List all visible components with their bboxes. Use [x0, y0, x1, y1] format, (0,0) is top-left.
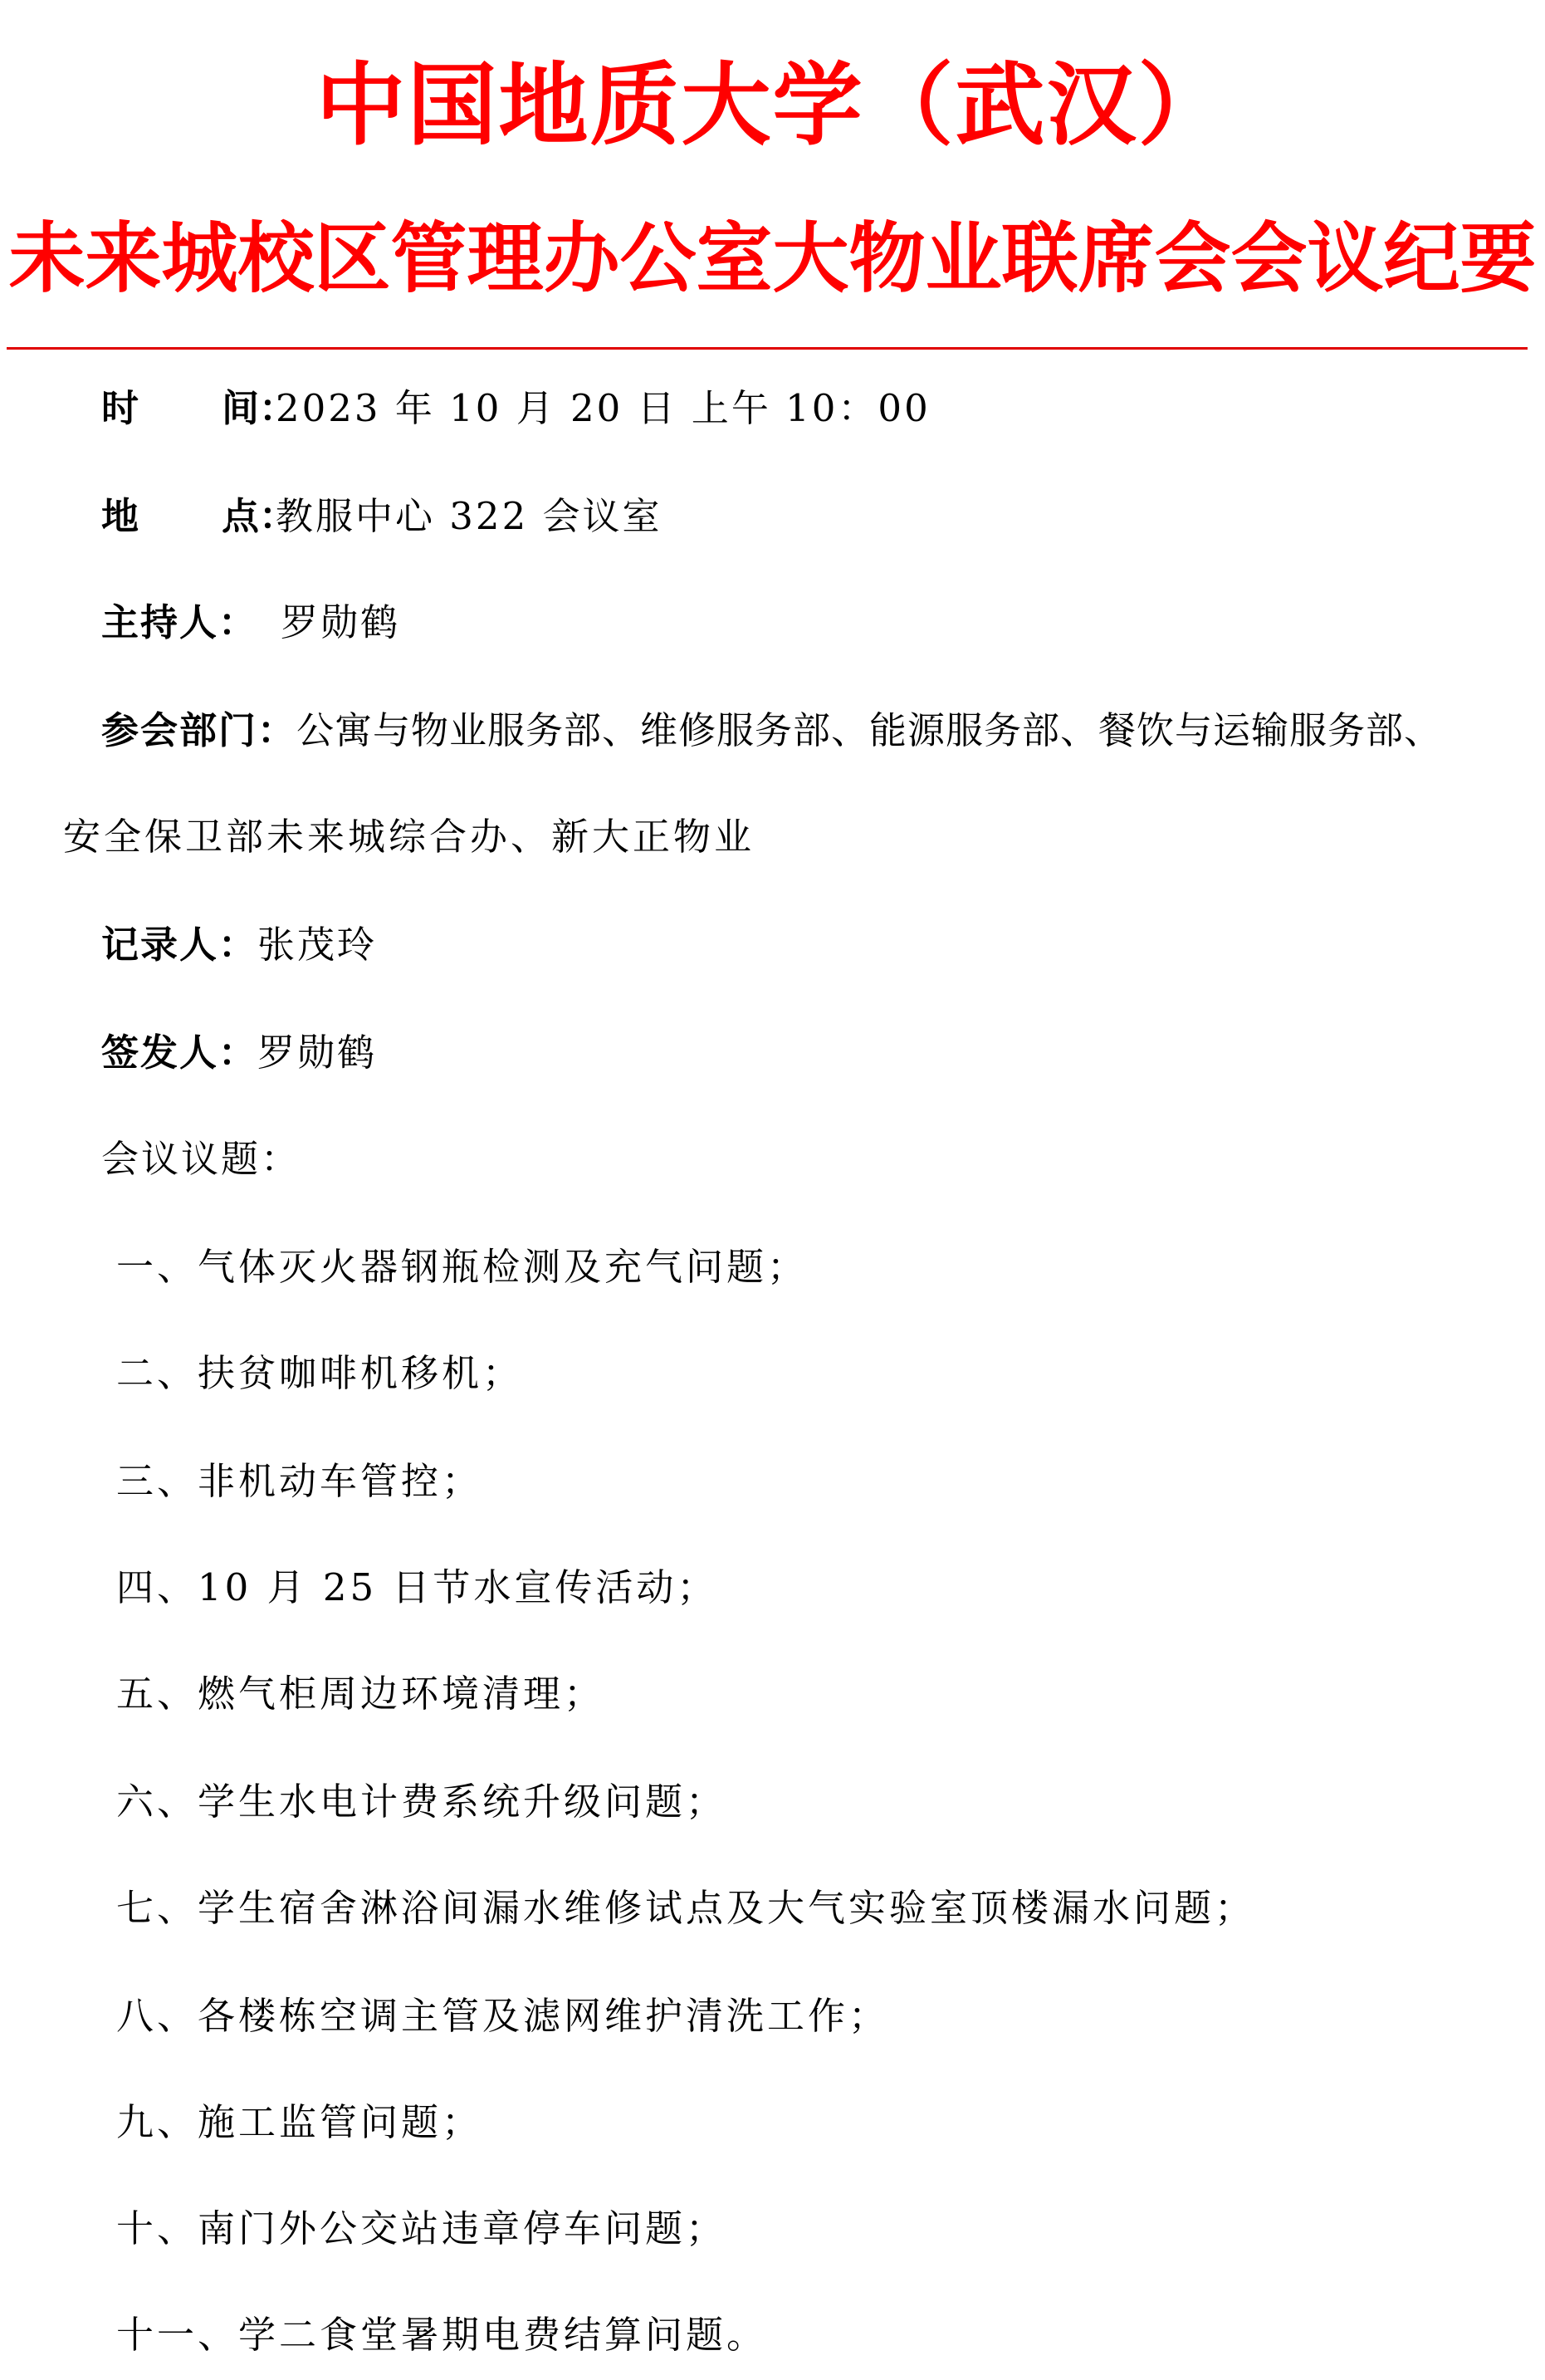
meeting-time-value: 2023 年 10 月 20 日 上午 10：00	[276, 386, 931, 430]
topic-item: 二、扶贫咖啡机移机；	[116, 1351, 524, 1395]
topic-item: 十、南门外公交站违章停车问题；	[116, 2206, 727, 2250]
topic-item: 三、非机动车管控；	[116, 1459, 483, 1503]
meeting-departments-value-2: 安全保卫部未来城综合办、新大正物业	[63, 815, 755, 859]
document-subtitle: 未来城校区管理办公室大物业联席会会议纪要	[8, 214, 1537, 303]
meeting-place-value: 教服中心 322 会议室	[276, 494, 662, 538]
topic-item: 八、各楼栋空调主管及滤网维护清洗工作；	[116, 1994, 890, 2038]
topic-item: 九、施工监管问题；	[116, 2100, 483, 2144]
header-divider	[7, 347, 1528, 350]
meeting-topics-label: 会议议题：	[101, 1137, 301, 1181]
document-title: 中国地质大学（武汉）	[315, 54, 1230, 158]
meeting-place-row	[101, 483, 662, 550]
meeting-time-row	[101, 375, 931, 442]
meeting-recorder-row	[101, 912, 377, 978]
meeting-departments-value: 公寓与物业服务部、维修服务部、能源服务部、餐饮与运输服务部、	[296, 708, 1443, 752]
topic-item: 十一、学二食堂暑期电费结算问题。	[116, 2313, 768, 2357]
topic-item: 七、学生宿舍淋浴间漏水维修试点及大气实验室顶楼漏水问题；	[116, 1886, 1256, 1930]
topic-item: 一、气体灭火器钢瓶检测及充气问题；	[116, 1245, 809, 1289]
meeting-departments-continued	[63, 804, 755, 870]
meeting-issuer-row	[101, 1020, 377, 1086]
meeting-recorder-value: 张茂玲	[257, 923, 378, 967]
topic-item: 六、学生水电计费系统升级问题；	[116, 1780, 727, 1824]
meeting-issuer-value: 罗勋鹤	[257, 1031, 378, 1075]
topic-item: 五、燃气柜周边环境清理；	[116, 1672, 605, 1716]
meeting-topics-heading	[101, 1126, 301, 1192]
meeting-departments-row	[101, 698, 1442, 764]
meeting-departments-label: 参会部门：	[101, 708, 297, 752]
meeting-host-row	[101, 590, 400, 656]
meeting-time-label: 时 间：	[101, 386, 297, 430]
meeting-host-label: 主持人：	[101, 600, 258, 644]
topic-item: 四、10 月 25 日节水宣传活动；	[116, 1565, 718, 1609]
meeting-host-value: 罗勋鹤	[281, 600, 401, 644]
meeting-issuer-label: 签发人：	[101, 1031, 258, 1075]
meeting-recorder-label: 记录人：	[101, 923, 258, 967]
meeting-place-label: 地 点：	[101, 494, 297, 538]
